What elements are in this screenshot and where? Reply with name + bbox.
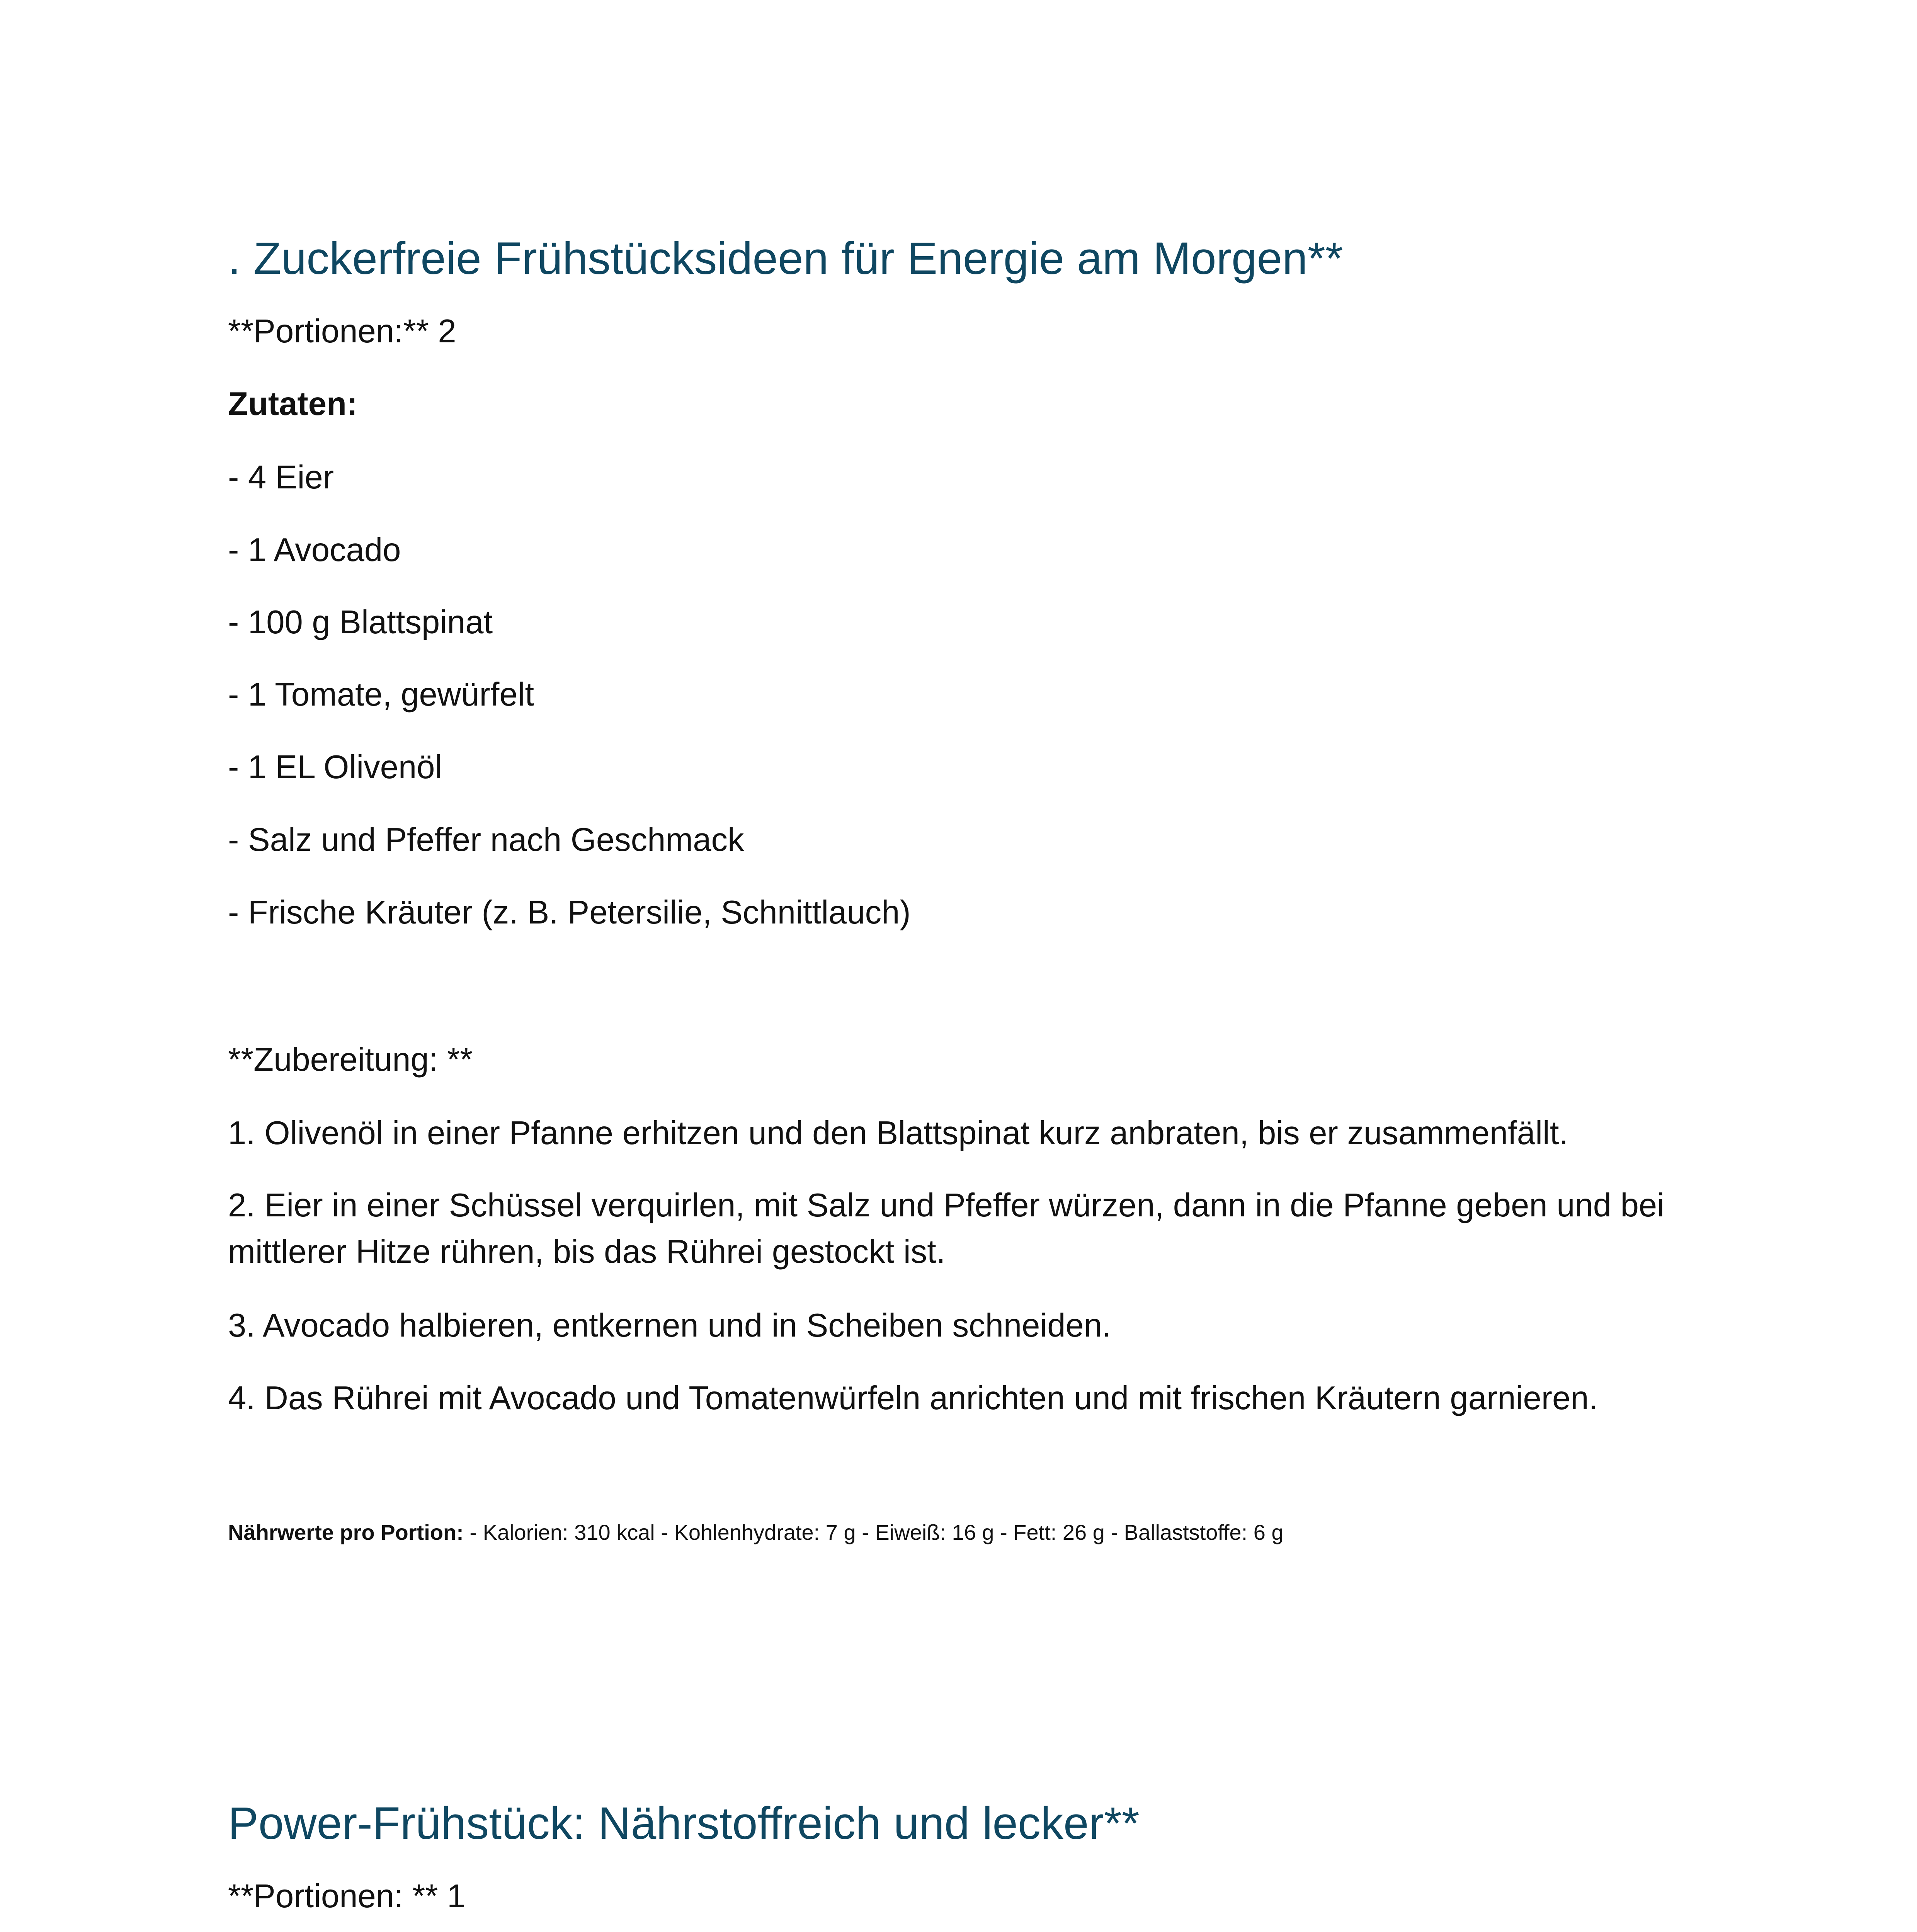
recipe-1-step: 3. Avocado halbieren, entkernen und in Scheiben schneiden. — [228, 1307, 1111, 1344]
recipe-1-step: 2. Eier in einer Schüssel verquirlen, mit Salz und Pfeffer würzen, dann in die Pfanne geben und bei mittlerer Hitze rühren, bis das Rührei gestockt ist. — [228, 1187, 1665, 1270]
recipe-1-title: . Zuckerfreie Frühstücksideen für Energie am Morgen** — [228, 233, 1343, 284]
recipe-1-ingredient: - Salz und Pfeffer nach Geschmack — [228, 821, 744, 858]
recipe-1-ingredient: - Frische Kräuter (z. B. Petersilie, Schnittlauch) — [228, 894, 911, 931]
recipe-1-preparation-label: **Zubereitung: ** — [228, 1041, 473, 1078]
recipe-1-ingredient: - 4 Eier — [228, 459, 334, 496]
nutrition-values: - Kalorien: 310 kcal - Kohlenhydrate: 7 g - Eiweiß: 16 g - Fett: 26 g - Ballaststoffe: 6 g — [463, 1520, 1284, 1544]
recipe-1-portions: **Portionen:** 2 — [228, 313, 456, 350]
recipe-2-portions: **Portionen: ** 1 — [228, 1878, 466, 1915]
nutrition-label: Nährwerte pro Portion: — [228, 1520, 464, 1544]
recipe-1-ingredients-label: Zutaten: — [228, 386, 358, 422]
recipe-1-ingredient: - 1 Avocado — [228, 532, 401, 568]
recipe-1-step: 4. Das Rührei mit Avocado und Tomatenwürfeln anrichten und mit frischen Kräutern garnieren. — [228, 1380, 1598, 1417]
recipe-1-ingredient: - 100 g Blattspinat — [228, 604, 493, 641]
recipe-1-ingredient: - 1 EL Olivenöl — [228, 749, 442, 786]
recipe-2-title: Power-Frühstück: Nährstoffreich und lecker** — [228, 1798, 1140, 1849]
recipe-1-ingredient: - 1 Tomate, gewürfelt — [228, 676, 534, 713]
recipe-1-nutrition — [228, 1522, 1284, 1543]
recipe-1-step: 1. Olivenöl in einer Pfanne erhitzen und den Blattspinat kurz anbraten, bis er zusammenfällt. — [228, 1115, 1568, 1151]
